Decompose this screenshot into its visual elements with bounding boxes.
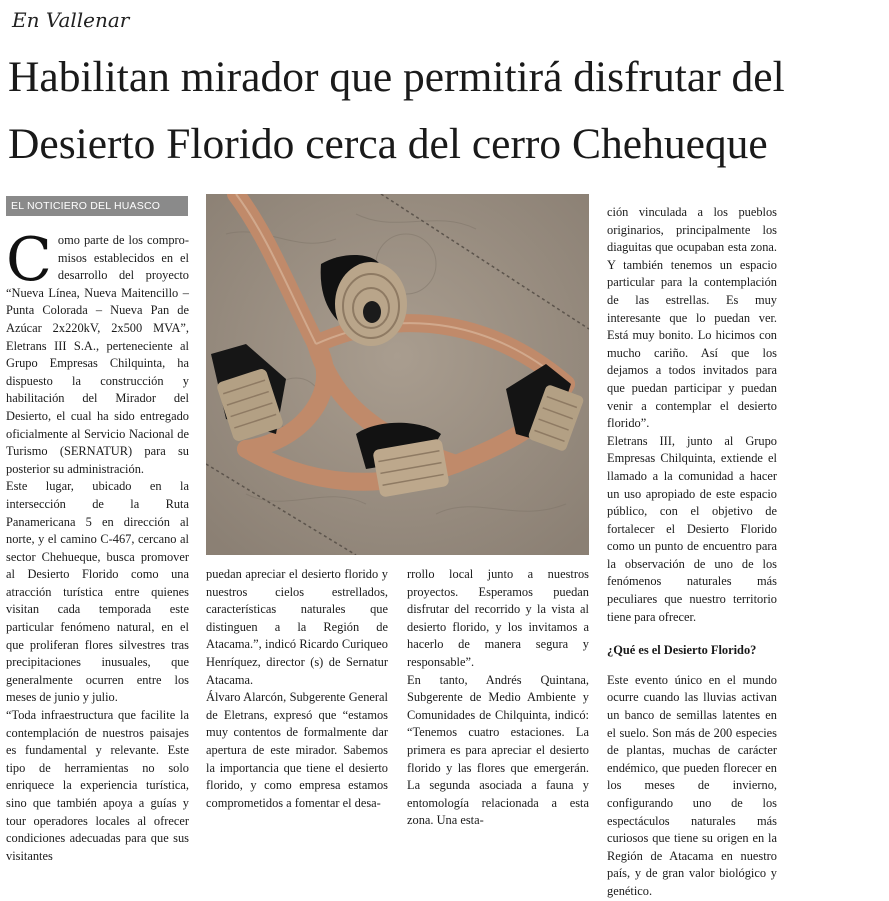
article-paragraph: Eletrans III, junto al Grupo Empresas Chilquinta, extiende el llamado a la comunidad a hacer un uso apropiado de este espacio público, con el objetivo de fortalecer el Desierto Florido como un punto de encuentro para la observación de uno de los fenómenos naturales más peculiares que nuestro territorio tiene para ofrecer. bbox=[607, 433, 777, 624]
headline bbox=[8, 44, 883, 178]
source-label: EL NOTICIERO DEL HUASCO bbox=[6, 196, 188, 216]
aerial-photo-illustration bbox=[206, 194, 589, 555]
section-subheading: ¿Qué es el Desierto Florido? bbox=[607, 643, 757, 658]
article-column-1 bbox=[6, 225, 189, 865]
section-kicker: En Vallenar bbox=[12, 8, 130, 32]
article-column-4 bbox=[607, 204, 777, 901]
article-paragraph: ción vinculada a los pueblos originarios, principalmente los diaguitas que ocupaban esta zona. Y también tenemos un espacio particular para la contemplación de las estrellas. Es muy interesante que lo puedan ver. Está muy bonito. Lo hicimos con mucho cariño. Así que los dejamos a todos invitados para que puedan participar y puedan venir a contemplar el desierto florido”. bbox=[607, 205, 777, 431]
article-paragraph: Álvaro Alarcón, Subgerente General de Eletrans, expresó que “estamos muy contentos de formalmente dar apertura de este mirador. Sabemos la importancia que tiene el desierto florido, y como empresa estamos comprometidos a fomentar el desa- bbox=[206, 690, 388, 810]
drop-cap: C bbox=[6, 225, 52, 295]
article-column-2 bbox=[206, 566, 388, 812]
article-paragraph: puedan apreciar el desierto florido y nuestros cielos estrellados, características naturales que distinguen a la Región de Atacama.”, indicó Ricardo Curiqueo Henríquez, director (s) de Sernatur Atacama. bbox=[206, 567, 388, 687]
article-paragraph: “Toda infraestructura que facilite la contemplación de nuestros paisajes es fundamental y relevante. Este tipo de herramientas no solo enriquece la experiencia turística, sino que también apoya a guías y tour operadores locales al ofrecer condiciones adecuadas para que sus visitantes bbox=[6, 708, 189, 863]
article-paragraph: Este lugar, ubicado en la intersección de la Ruta Panamericana 5 en dirección al norte, y el camino C-467, cercano al sector Chehueque, busca promover al Desierto Florido como una atracción turística entre quienes visitan cada temporada este particular fenómeno natural, en el que proliferan flores silvestres tras precipitaciones inusuales, que generalmente ocurren entre los meses de junio y julio. bbox=[6, 479, 189, 705]
headline-line-1: Habilitan mirador que permitirá disfrutar del bbox=[8, 53, 785, 101]
aerial-photo-mirador bbox=[206, 194, 589, 555]
article-paragraph: Este evento único en el mundo ocurre cuando las lluvias activan un banco de semillas latentes en el suelo. Son más de 200 especies de plantas, muchas de carácter endémico, que pueden florecer en los meses de invierno, configurando uno de los espectáculos naturales más curiosos que tiene su origen en la Región de Atacama en nuestro país, y de gran valor biológico y genético. bbox=[607, 672, 777, 898]
article-paragraph: Como parte de los compro-misos establecidos en el desarrollo del proyecto “Nueva Línea, Nueva Maitencillo – Punta Colorada – Nueva Pan de Azúcar 2x220kV, 2x500 MVA”, Eletrans III S.A., perteneciente al Grupo Empresas Chilquinta, ha dispuesto la construcción y habilitación del Mirador del Desierto, el cual ha sido entregado oficialmente al Servicio Nacional de Turismo (SERNATUR) para su posterior su administración. bbox=[6, 225, 189, 476]
article-paragraph: rrollo local junto a nuestros proyectos. Esperamos puedan disfrutar del recorrido y la vista al desierto florido, y los invitamos a hacerlo de manera segura y responsable”. bbox=[407, 567, 589, 669]
article-paragraph: En tanto, Andrés Quintana, Subgerente de Medio Ambiente y Comunidades de Chilquinta, indicó: “Tenemos cuatro estaciones. La primera es para apreciar el desierto florido y las flores que emergerán. La segunda asociada a fauna y entomología relacionada a esta zona. Una esta- bbox=[407, 672, 589, 828]
headline-line-2: Desierto Florido cerca del cerro Chehueque bbox=[8, 120, 768, 168]
article-column-3 bbox=[407, 566, 589, 830]
